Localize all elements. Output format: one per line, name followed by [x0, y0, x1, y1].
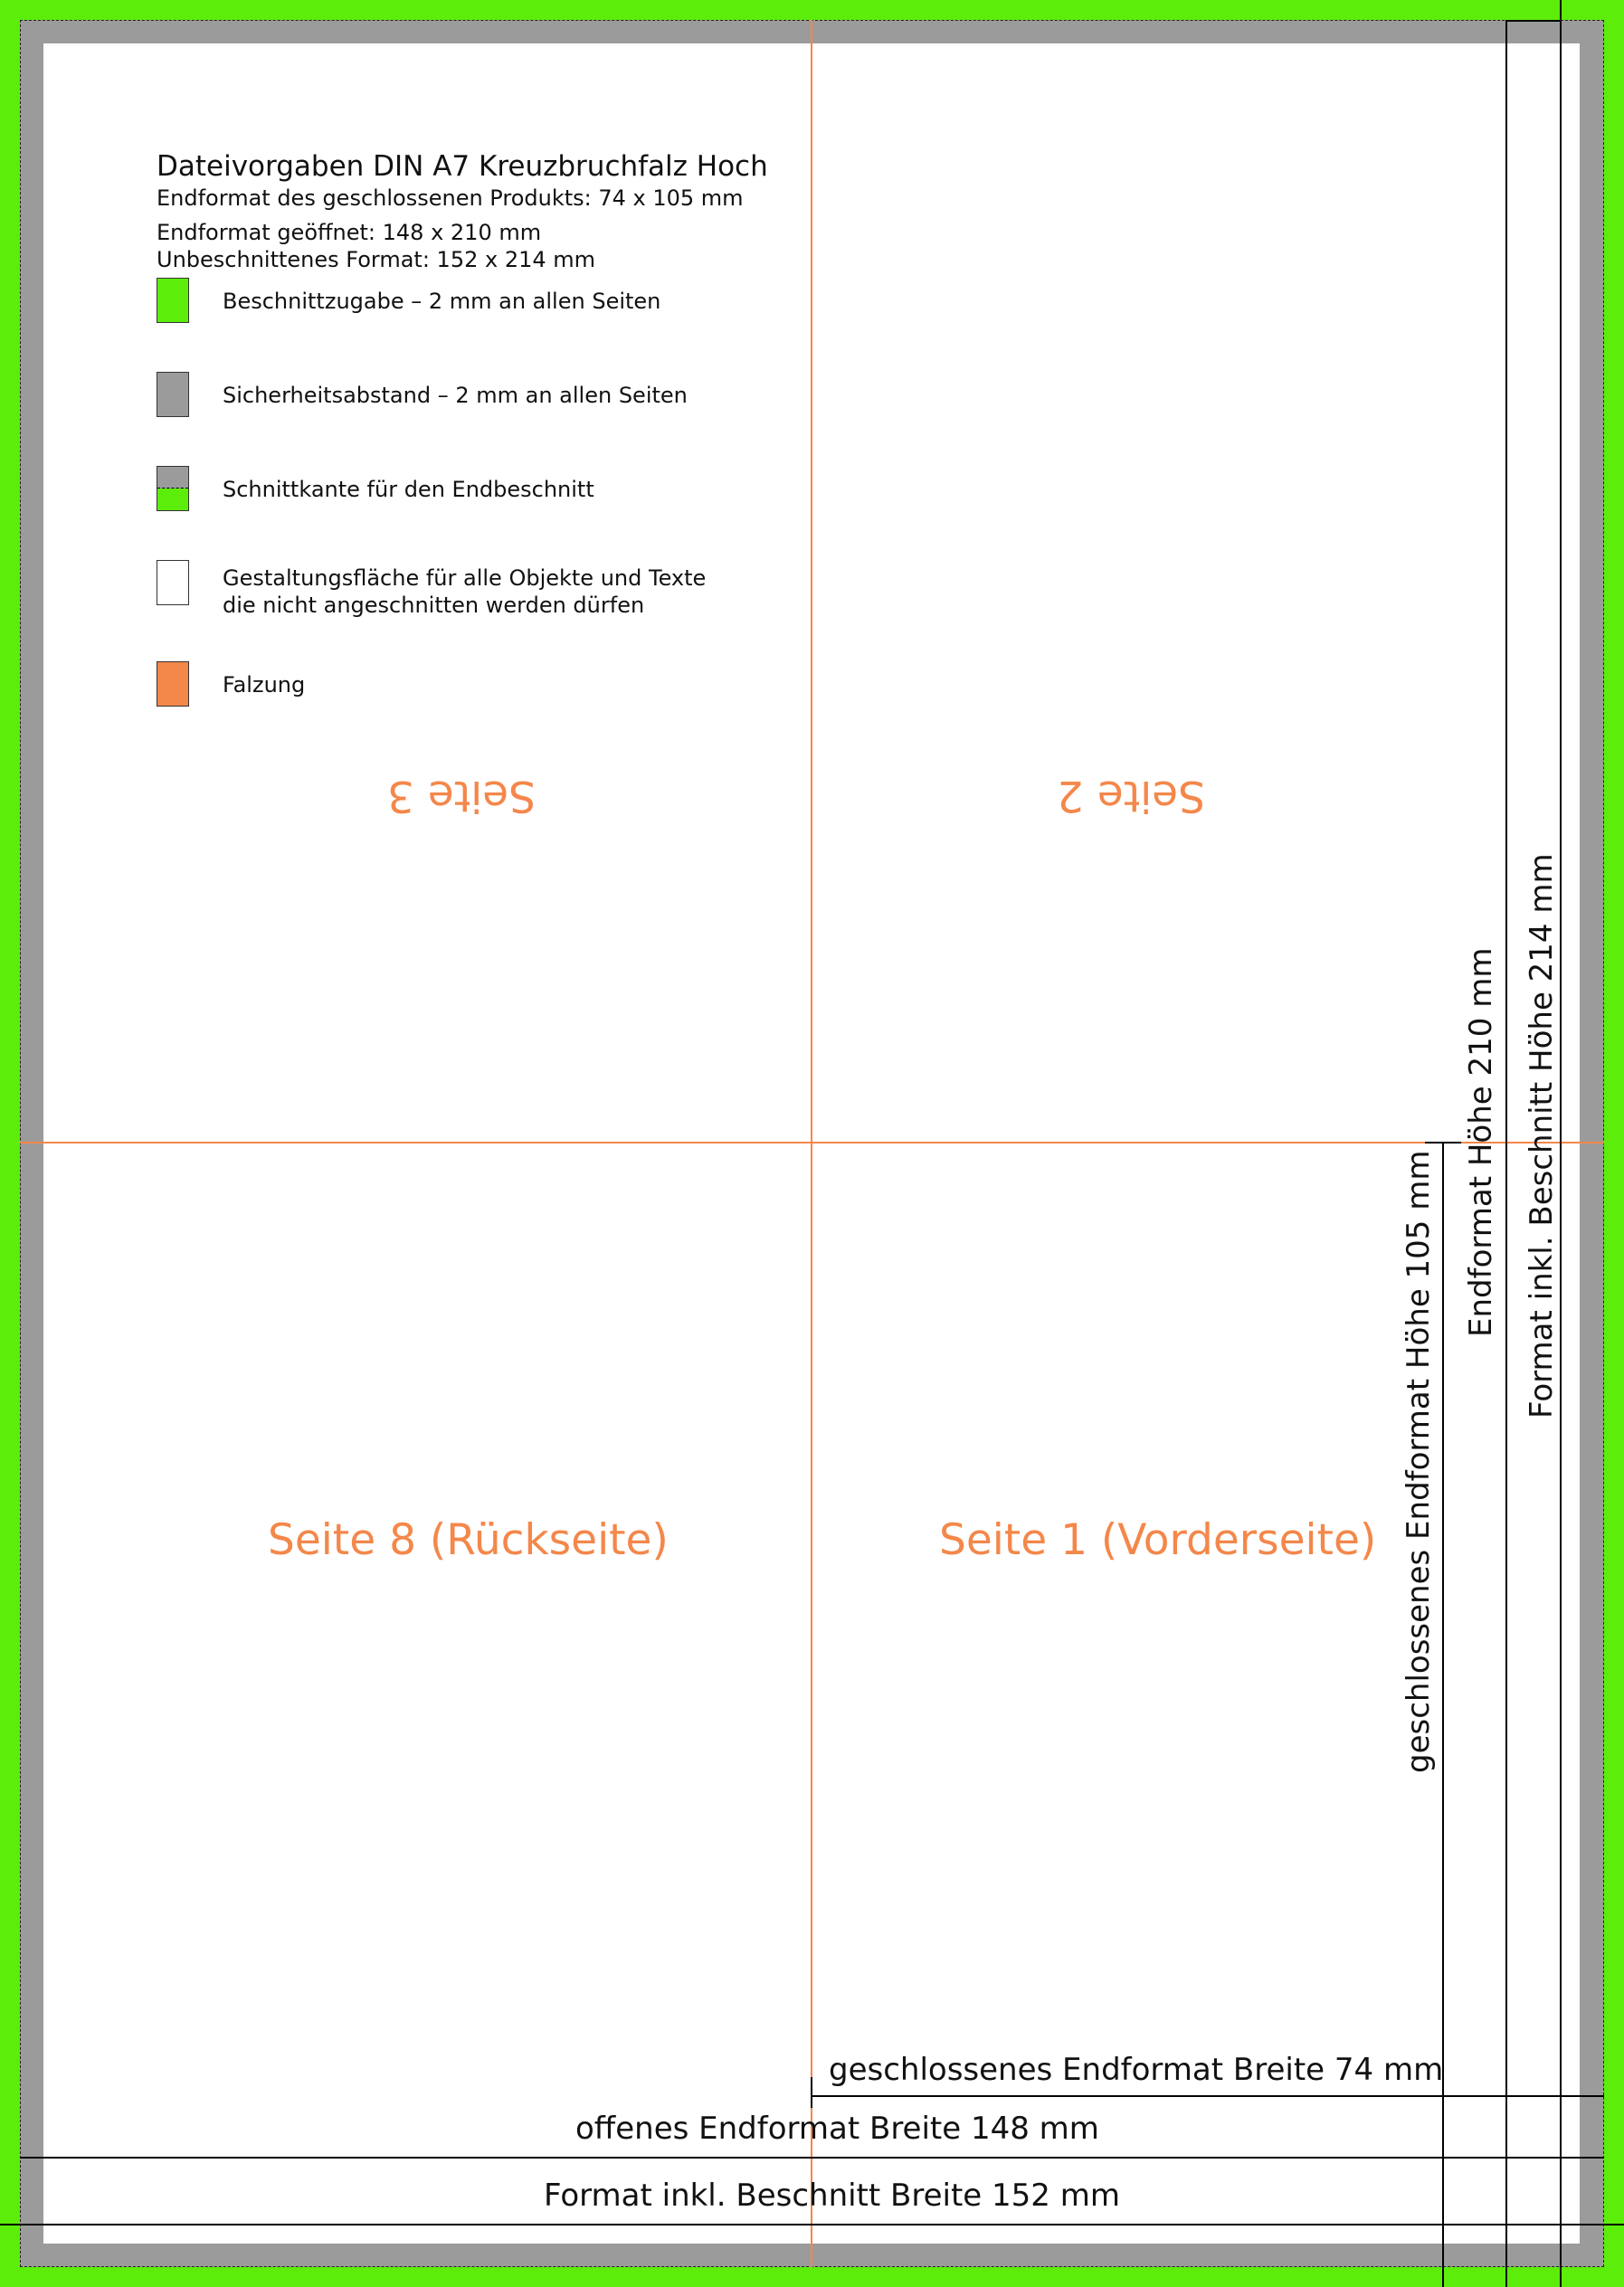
bleed-height-line: [1560, 0, 1562, 2287]
closed-height-line: [1442, 1142, 1444, 2287]
page-3-label: Seite 3: [387, 771, 536, 821]
closed-height-tick: [1425, 1142, 1461, 1144]
bleed-width-line: [0, 2224, 1624, 2225]
closed-width-tick: [811, 2077, 812, 2108]
document-title: Dateivorgaben DIN A7 Kreuzbruchfalz Hoch: [157, 150, 768, 183]
vertical-fold-line: [811, 20, 812, 2267]
untrimmed-format-info: Unbeschnittenes Format: 152 x 214 mm: [157, 247, 596, 272]
final-height-tick: [1505, 20, 1562, 22]
bleed-width-label: Format inkl. Beschnitt Breite 152 mm: [544, 2178, 1120, 2214]
open-width-label: offenes Endformat Breite 148 mm: [575, 2111, 1099, 2147]
legend-fold-label: Falzung: [223, 672, 306, 697]
closed-height-label: geschlossenes Endformat Höhe 105 mm: [1401, 1150, 1437, 1773]
page-8-label: Seite 8 (Rückseite): [268, 1515, 669, 1565]
fold-swatch: [157, 661, 189, 707]
closed-width-label: geschlossenes Endformat Breite 74 mm: [829, 2052, 1444, 2088]
open-width-line: [20, 2157, 1604, 2159]
page-1-label: Seite 1 (Vorderseite): [939, 1515, 1377, 1565]
legend-bleed-label: Beschnittzugabe – 2 mm an allen Seiten: [223, 289, 661, 314]
bleed-swatch: [157, 278, 189, 323]
legend-safety-label: Sicherheitsabstand – 2 mm an allen Seiten: [223, 383, 688, 408]
open-format-info: Endformat geöffnet: 148 x 210 mm: [157, 220, 542, 245]
final-height-line: [1505, 20, 1507, 2287]
legend-design-label-1: Gestaltungsfläche für alle Objekte und Texte: [223, 565, 707, 591]
closed-width-line: [811, 2095, 1604, 2097]
final-height-label: Endformat Höhe 210 mm: [1463, 947, 1499, 1337]
safety-swatch: [157, 372, 189, 417]
closed-format-info: Endformat des geschlossenen Produkts: 74 x 105 mm: [157, 185, 744, 211]
legend-cut-label: Schnittkante für den Endbeschnitt: [223, 477, 594, 502]
page-2-label: Seite 2: [1057, 771, 1205, 821]
legend-design-label-2: die nicht angeschnitten werden dürfen: [223, 593, 645, 618]
cut-line-swatch: [157, 466, 189, 511]
bleed-height-label: Format inkl. Beschnitt Höhe 214 mm: [1524, 853, 1560, 1419]
design-area-swatch: [157, 560, 189, 605]
horizontal-fold-line: [20, 1142, 1604, 1144]
